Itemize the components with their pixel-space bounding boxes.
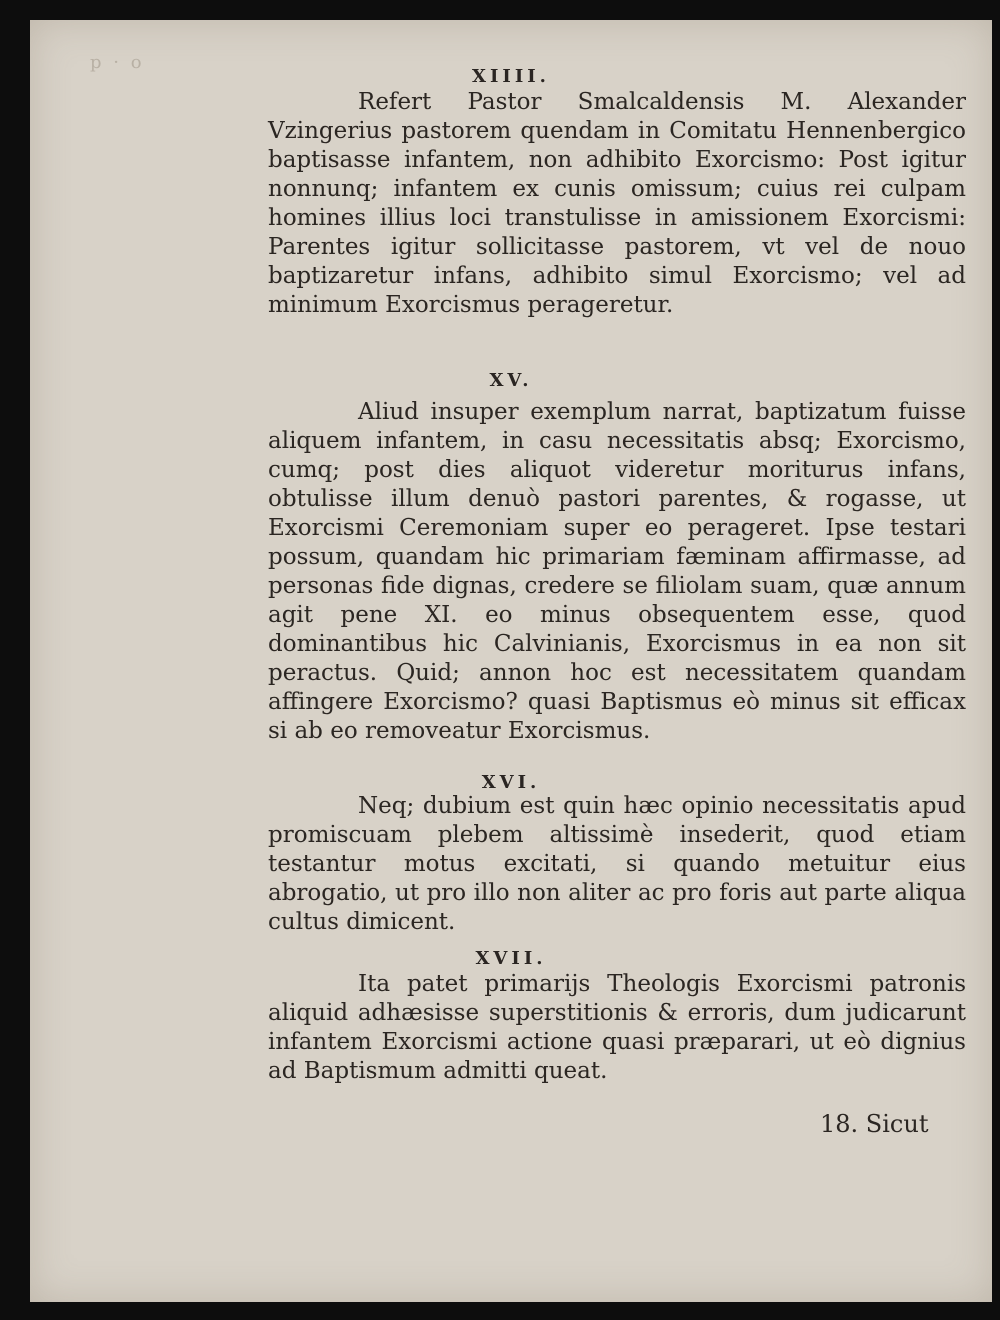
section-number-xiiii: XIIII. [472, 66, 550, 87]
section-text-xvi: Neq; dubium est quin hæc opinio necessitatis apud promiscuam plebem altissimè insederit, quod etiam testantur motus excitati, si quando metuitur eius abrogatio, ut pro illo non aliter ac pro foris aut parte aliqua cultus dimicent. [268, 793, 966, 935]
document-page [30, 20, 992, 1302]
section-text-xiiii: Refert Pastor Smalcaldensis M. Alexander Vzingerius pastorem quendam in Comitatu Hennenbergico baptisasse infantem, non adhibito Exorcismo: Post igitur nonnunq; infantem ex cunis omissum; cuius rei culpam homines illius loci transtulisse in amissionem Exorcismi: Parentes igitur sollicitasse pastorem, vt vel de nouo baptizaretur infans, adhibito simul Exorcismo; vel ad minimum Exorcismus perageretur. [268, 89, 966, 318]
section-text-xvii: Ita patet primarijs Theologis Exorcismi patronis aliquid adhæsisse superstitionis & erroris, dum judicarunt infantem Exorcismi actione quasi præparari, ut eò dignius ad Baptismum admitti queat. [268, 971, 966, 1084]
section-number-xvii: XVII. [475, 948, 547, 969]
section-number-xv: XV. [489, 370, 533, 391]
section-text-xv: Aliud insuper exemplum narrat, baptizatum fuisse aliquem infantem, in casu necessitatis absq; Exorcismo, cumq; post dies aliquot videretur moriturus infans, obtulisse illum denuò pastori parentes, & rogasse, ut Exorcismi Ceremoniam super eo perageret. Ipse testari possum, quandam hic primariam fæminam affirmasse, ad personas fide dignas, credere se filiolam suam, quæ annum agit pene XI. eo minus obsequentem esse, quod dominantibus hic Calvinianis, Exorcismus in ea non sit peractus. Quid; annon hoc est necessitatem quandam affingere Exorcismo? quasi Baptismus eò minus sit efficax si ab eo removeatur Exorcismus. [268, 399, 966, 744]
section-number-xvi: XVI. [481, 772, 541, 793]
ink-stain: p · o [90, 52, 145, 73]
catchword: 18. Sicut [820, 1110, 929, 1138]
